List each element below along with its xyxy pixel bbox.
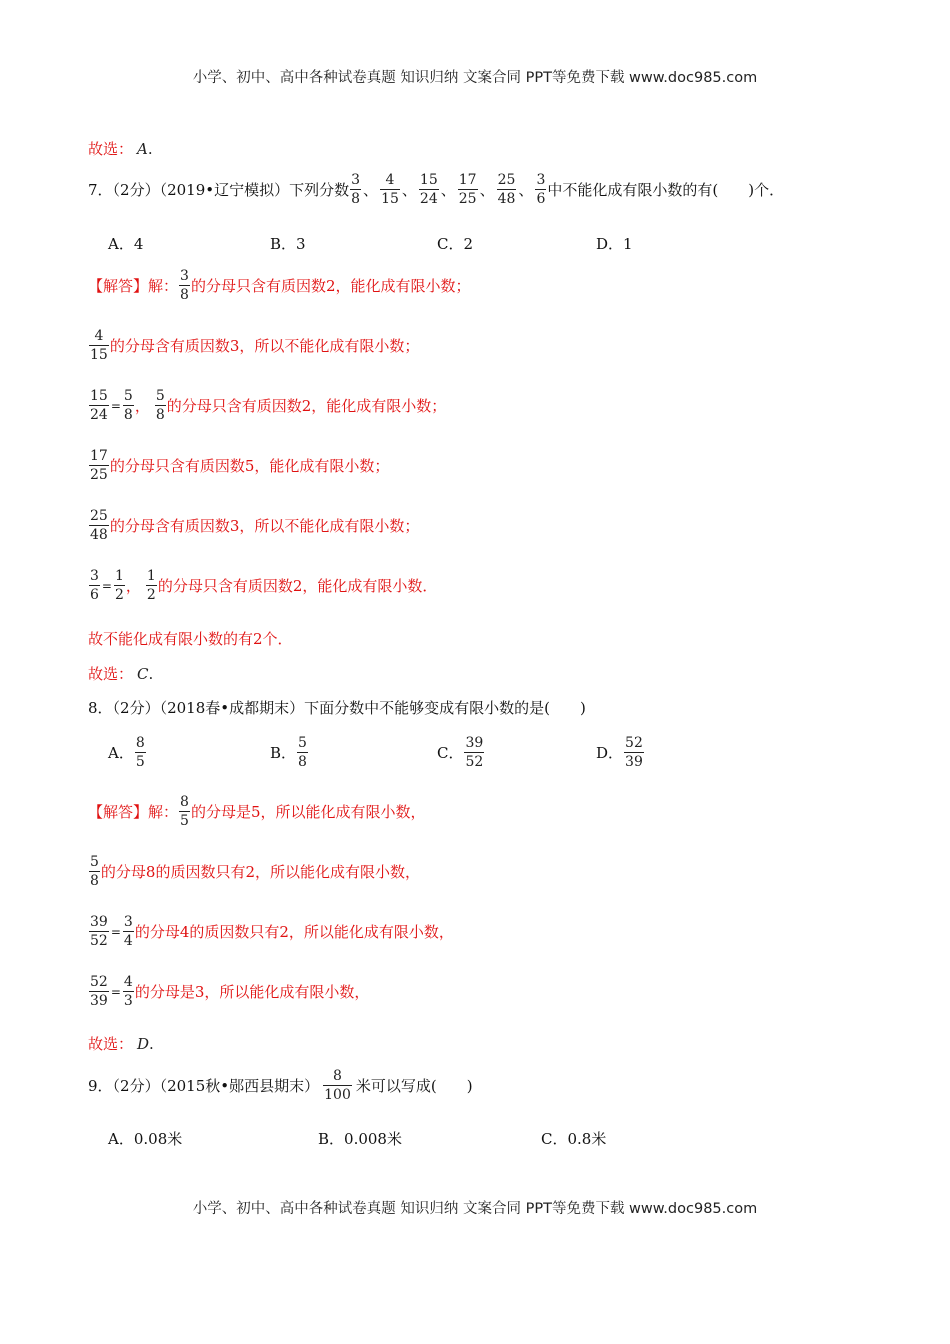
q8-option-b[interactable] bbox=[270, 735, 309, 770]
fraction: $\frac{39}{52}$ bbox=[90, 914, 108, 950]
q8-answer bbox=[88, 1033, 154, 1054]
fraction: $\frac{4}{15}$ bbox=[381, 172, 399, 208]
fraction: $\frac{8}{100}$ bbox=[324, 1068, 351, 1104]
answer-suffix: . bbox=[149, 1034, 154, 1053]
separator: 、 bbox=[363, 181, 379, 200]
comma: ， bbox=[125, 577, 141, 596]
q8-option-a[interactable] bbox=[108, 735, 147, 770]
fraction: $\frac{1}{2}$ bbox=[114, 568, 124, 604]
q7-solution-line-2 bbox=[88, 328, 419, 363]
page-footer: 小学、初中、高中各种试卷真题 知识归纳 文案合同 PPT等免费下载 www.doc985.com bbox=[192, 1201, 758, 1217]
fraction: $\frac{39}{52}$ bbox=[465, 735, 484, 771]
q7-stem bbox=[88, 172, 784, 207]
comma: ， bbox=[134, 397, 150, 416]
fraction: $\frac{15}{24}$ bbox=[90, 388, 108, 424]
answer-suffix: . bbox=[148, 664, 154, 683]
fraction: $\frac{4}{3}$ bbox=[123, 974, 133, 1010]
fraction: $\frac{5}{8}$ bbox=[90, 854, 99, 890]
fraction: $\frac{17}{25}$ bbox=[90, 448, 108, 484]
solution-text: 的分母只含有质因数5，能化成有限小数； bbox=[109, 457, 390, 476]
q7-option-d[interactable]: D．1 bbox=[596, 235, 633, 253]
solution-label: 【解答】解： bbox=[88, 277, 179, 296]
q8-option-c[interactable] bbox=[437, 735, 485, 770]
equals-sign: = bbox=[101, 578, 112, 593]
q7-solution-line-3 bbox=[88, 388, 446, 423]
q7-stem-suffix: 中不能化成有限小数的有( )个． bbox=[547, 181, 785, 200]
solution-text: 的分母只含有质因数2，能化成有限小数； bbox=[190, 277, 471, 296]
q9-option-c[interactable]: C．0.8米 bbox=[541, 1130, 607, 1148]
q9-stem bbox=[88, 1068, 473, 1103]
q9-stem-suffix: 米可以写成( ) bbox=[355, 1077, 473, 1096]
q7-answer bbox=[88, 663, 153, 684]
separator: 、 bbox=[479, 181, 495, 200]
q9-stem-prefix: 9．（2分）（2015秋•郧西县期末） bbox=[88, 1077, 320, 1096]
q9-option-b[interactable]: B．0.008米 bbox=[318, 1130, 402, 1148]
q7-conclusion: 故不能化成有限小数的有2个． bbox=[88, 630, 293, 648]
solution-text: 的分母含有质因数3，所以不能化成有限小数； bbox=[109, 517, 420, 536]
fraction: $\frac{5}{8}$ bbox=[155, 388, 165, 424]
answer-prefix: 故选： bbox=[88, 665, 134, 683]
fraction: $\frac{3}{8}$ bbox=[351, 172, 361, 208]
solution-text: 的分母是3，所以能化成有限小数， bbox=[134, 983, 370, 1002]
fraction: $\frac{4}{15}$ bbox=[90, 328, 108, 364]
equals-sign: = bbox=[110, 924, 121, 939]
solution-label: 【解答】解： bbox=[88, 803, 179, 822]
answer-suffix: . bbox=[147, 139, 153, 158]
option-label: B． bbox=[270, 744, 297, 763]
fraction: $\frac{5}{8}$ bbox=[123, 388, 133, 424]
answer-prefix: 故选： bbox=[88, 140, 134, 158]
option-label: D． bbox=[596, 744, 624, 763]
q8-solution-line-3 bbox=[88, 914, 454, 949]
solution-text: 的分母8的质因数只有2，所以能化成有限小数， bbox=[100, 863, 421, 882]
q8-solution-line-4 bbox=[88, 974, 369, 1009]
option-label: C． bbox=[437, 744, 464, 763]
separator: 、 bbox=[440, 181, 456, 200]
page-header: 小学、初中、高中各种试卷真题 知识归纳 文案合同 PPT等免费下载 www.doc985.com bbox=[192, 70, 758, 86]
prev-answer bbox=[88, 138, 153, 159]
q8-solution-line-1 bbox=[88, 794, 425, 829]
fraction: $\frac{25}{48}$ bbox=[497, 172, 516, 208]
solution-text: 的分母4的质因数只有2，所以能化成有限小数， bbox=[134, 923, 454, 942]
separator: 、 bbox=[518, 181, 534, 200]
fraction: $\frac{8}{5}$ bbox=[180, 794, 189, 830]
q7-option-b[interactable]: B．3 bbox=[270, 235, 306, 253]
q8-option-d[interactable] bbox=[596, 735, 645, 770]
answer-prefix: 故选： bbox=[88, 1035, 134, 1053]
solution-text: 的分母是5，所以能化成有限小数， bbox=[190, 803, 426, 822]
fraction: $\frac{3}{8}$ bbox=[180, 268, 189, 304]
fraction: $\frac{1}{2}$ bbox=[146, 568, 156, 604]
separator: 、 bbox=[401, 181, 417, 200]
q7-stem-prefix: 7．（2分）（2019•辽宁模拟）下列分数 bbox=[88, 181, 350, 200]
q7-solution-line-5 bbox=[88, 508, 419, 543]
equals-sign: = bbox=[110, 398, 121, 413]
q7-option-a[interactable]: A．4 bbox=[108, 235, 144, 253]
answer-letter: C bbox=[137, 664, 149, 683]
fraction: $\frac{3}{6}$ bbox=[90, 568, 99, 604]
fraction: $\frac{52}{39}$ bbox=[625, 735, 643, 771]
answer-letter: D bbox=[137, 1034, 150, 1053]
fraction: $\frac{17}{25}$ bbox=[458, 172, 477, 208]
answer-letter: A bbox=[137, 139, 148, 158]
q7-option-c[interactable]: C．2 bbox=[437, 235, 474, 253]
solution-text: 的分母只含有质因数2，能化成有限小数； bbox=[166, 397, 447, 416]
equals-sign: = bbox=[110, 984, 121, 999]
q8-stem: 8．（2分）（2018春•成都期末）下面分数中不能够变成有限小数的是( ) bbox=[88, 699, 586, 717]
solution-text: 的分母含有质因数3，所以不能化成有限小数； bbox=[109, 337, 420, 356]
fraction: $\frac{3}{4}$ bbox=[123, 914, 133, 950]
q7-solution-line-1 bbox=[88, 268, 470, 303]
q9-option-a[interactable]: A．0.08米 bbox=[108, 1130, 183, 1148]
fraction: $\frac{3}{6}$ bbox=[536, 172, 546, 208]
fraction: $\frac{8}{5}$ bbox=[135, 735, 145, 771]
fraction: $\frac{5}{8}$ bbox=[298, 735, 307, 771]
q8-solution-line-2 bbox=[88, 854, 420, 889]
solution-text: 的分母只含有质因数2，能化成有限小数． bbox=[157, 577, 438, 596]
q7-solution-line-4 bbox=[88, 448, 389, 483]
q7-solution-line-6 bbox=[88, 568, 437, 603]
fraction: $\frac{25}{48}$ bbox=[90, 508, 108, 544]
option-label: A． bbox=[108, 744, 134, 763]
fraction: $\frac{15}{24}$ bbox=[419, 172, 438, 208]
fraction: $\frac{52}{39}$ bbox=[90, 974, 108, 1010]
